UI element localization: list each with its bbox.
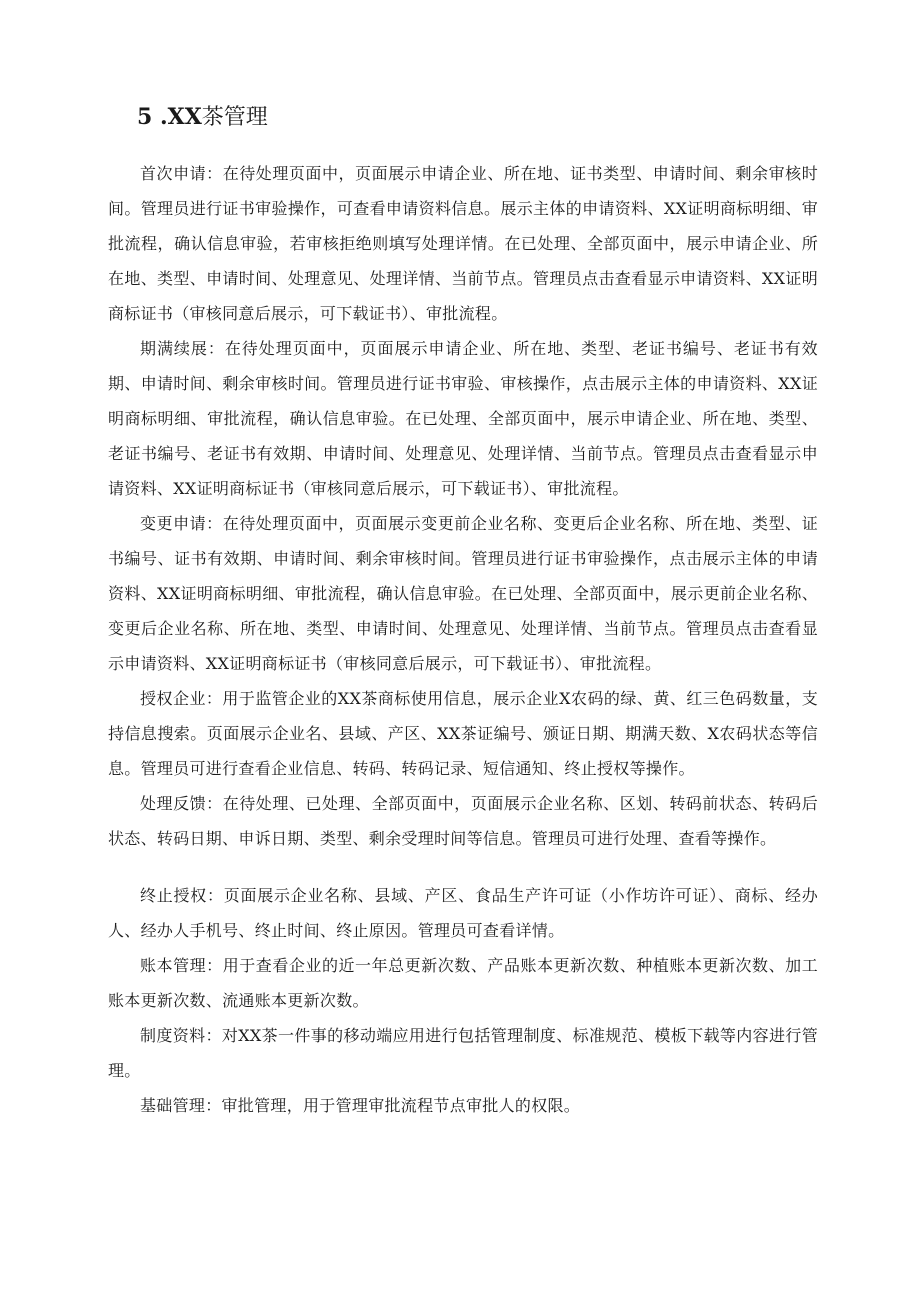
paragraph-change-application: 变更申请：在待处理页面中，页面展示变更前企业名称、变更后企业名称、所在地、类型、证书编号、证书有效期、申请时间、剩余审核时间。管理员进行证书审验操作，点击展示主体的申请资料、XX证明商标明细、审批流程，确认信息审验。在已处理、全部页面中，展示更前企业名称、变更后企业名称、所在地、类型、申请时间、处理意见、处理详情、当前节点。管理员点击查看显示申请资料、XX证明商标证书（审核同意后展示，可下载证书）、审批流程。	[108, 514, 818, 673]
body-text	[108, 156, 818, 1123]
paragraph-terminate-authorization: 终止授权：页面展示企业名称、县域、产区、食品生产许可证（小作坊许可证）、商标、经办人、经办人手机号、终止时间、终止原因。管理员可查看详情。	[108, 886, 818, 940]
paragraph-basic-management: 基础管理：审批管理，用于管理审批流程节点审批人的权限。	[140, 1096, 581, 1115]
paragraph-renewal: 期满续展：在待处理页面中，页面展示申请企业、所在地、类型、老证书编号、老证书有效期、申请时间、剩余审核时间。管理员进行证书审验、审核操作，点击展示主体的申请资料、XX证明商标明细、审批流程，确认信息审验。在已处理、全部页面中，展示申请企业、所在地、类型、老证书编号、老证书有效期、申请时间、处理意见、处理详情、当前节点。管理员点击查看显示申请资料、XX证明商标证书（审核同意后展示，可下载证书）、审批流程。	[108, 339, 818, 498]
section-heading	[137, 100, 268, 135]
paragraph-system-materials: 制度资料：对XX茶一件事的移动端应用进行包括管理制度、标准规范、模板下载等内容进行管理。	[108, 1026, 818, 1080]
paragraph-first-application: 首次申请：在待处理页面中，页面展示申请企业、所在地、证书类型、申请时间、剩余审核时间。管理员进行证书审验操作，可查看申请资料信息。展示主体的申请资料、XX证明商标明细、审批流程，确认信息审验，若审核拒绝则填写处理详情。在已处理、全部页面中，展示申请企业、所在地、类型、申请时间、处理意见、处理详情、当前节点。管理员点击查看显示申请资料、XX证明商标证书（审核同意后展示，可下载证书）、审批流程。	[108, 164, 818, 323]
section-title: 茶管理	[201, 105, 268, 130]
section-number: 5 .XX	[137, 104, 202, 130]
paragraph-feedback-handling: 处理反馈：在待处理、已处理、全部页面中，页面展示企业名称、区划、转码前状态、转码后状态、转码日期、申诉日期、类型、剩余受理时间等信息。管理员可进行处理、查看等操作。	[108, 794, 818, 848]
paragraph-authorized-enterprises: 授权企业：用于监管企业的XX茶商标使用信息，展示企业X农码的绿、黄、红三色码数量，支持信息搜索。页面展示企业名、县域、产区、XX茶证编号、颁证日期、期满天数、X农码状态等信息。管理员可进行查看企业信息、转码、转码记录、短信通知、终止授权等操作。	[108, 689, 818, 778]
paragraph-ledger-management: 账本管理：用于查看企业的近一年总更新次数、产品账本更新次数、种植账本更新次数、加工账本更新次数、流通账本更新次数。	[108, 956, 818, 1010]
